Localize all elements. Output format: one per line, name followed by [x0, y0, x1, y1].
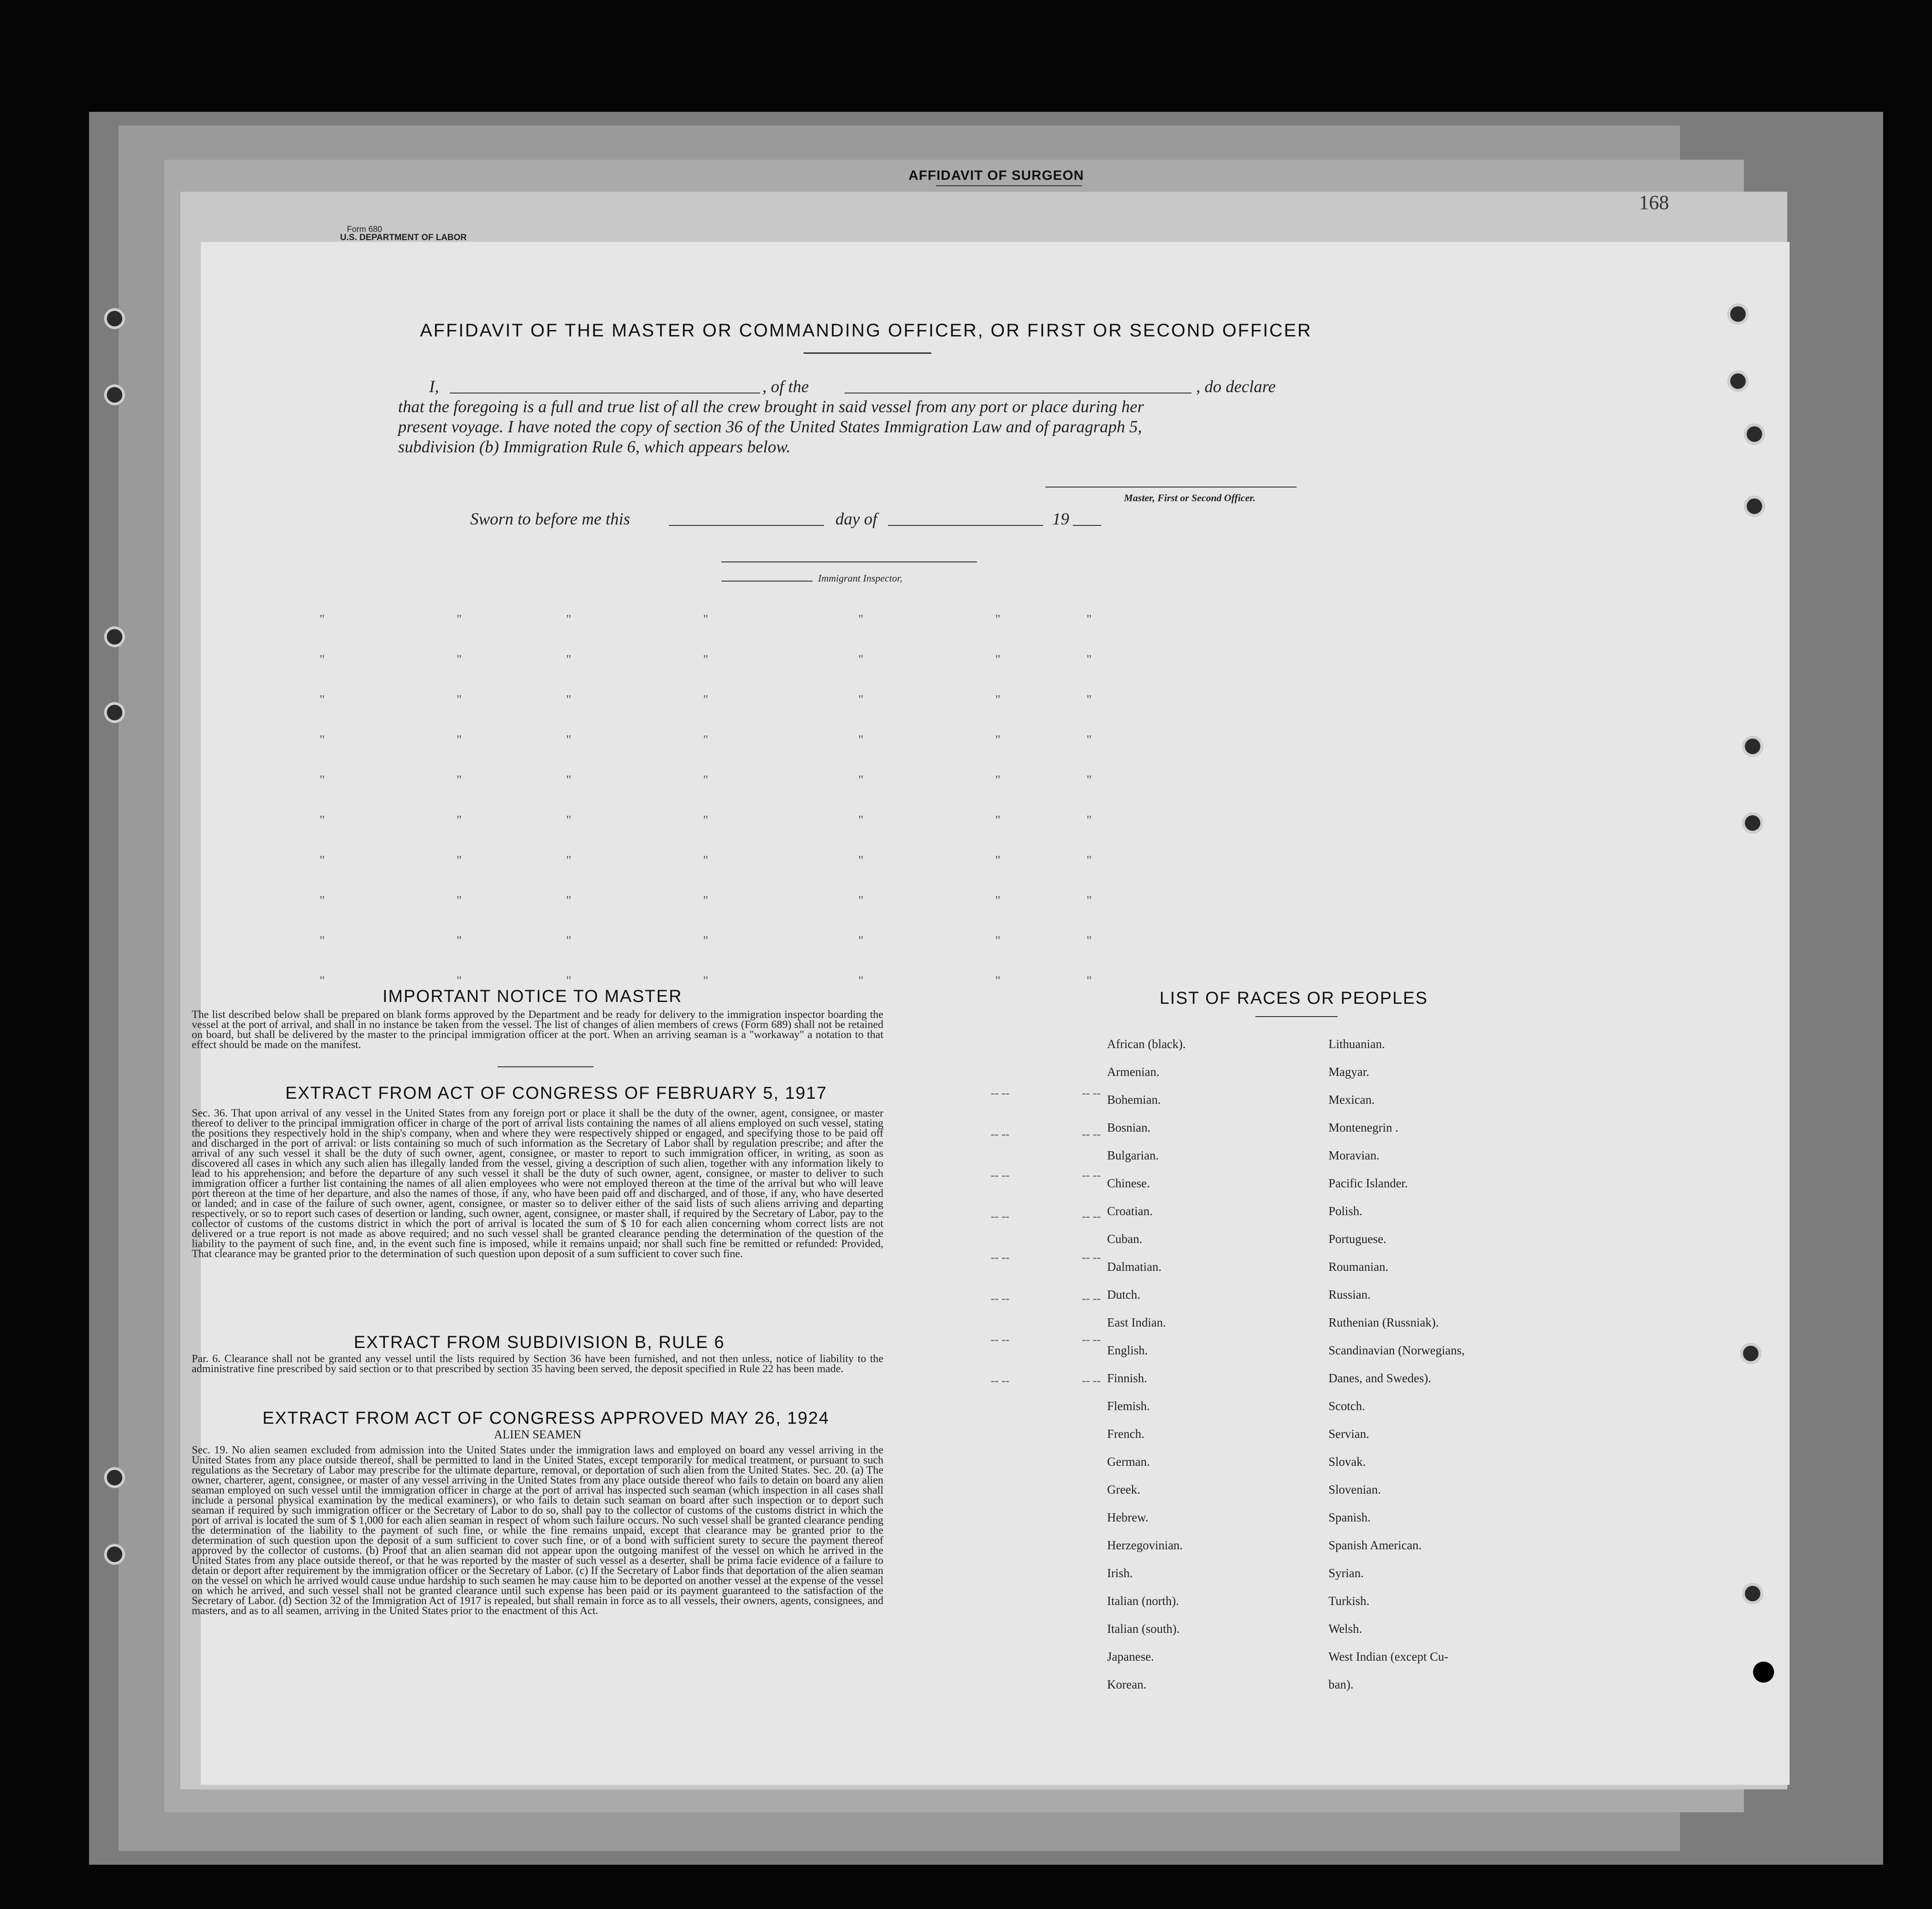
race-item: Bosnian.: [1107, 1121, 1151, 1134]
ditto-mark: ": [1087, 653, 1092, 667]
race-item: Cuban.: [1107, 1232, 1143, 1246]
extract-rule6-text: Par. 6. Clearance shall not be granted any vessel until the lists required by Section 36 have been furnished, and not then unless, notice of liability to the administrative fine prescribed by said section or to that prescribed by section 35 having been served, the deposit specified in Rule 22 has been made.: [192, 1353, 883, 1375]
race-item: Slovak.: [1328, 1455, 1366, 1468]
ditto-mark: ": [703, 854, 709, 868]
race-item: Ruthenian (Russniak).: [1328, 1316, 1439, 1329]
race-item: Korean.: [1107, 1678, 1147, 1691]
ditto-mark: ": [566, 733, 572, 747]
ditto-mark: ": [858, 813, 864, 828]
race-item: Servian.: [1328, 1427, 1370, 1441]
race-item: Turkish.: [1328, 1594, 1370, 1608]
extract-1917-title: EXTRACT FROM ACT OF CONGRESS OF FEBRUARY 5, 1917: [285, 1084, 827, 1103]
ditto-mark: ": [995, 693, 1001, 707]
ditto-mark: ": [457, 773, 462, 787]
affidavit-line-2: that the foregoing is a full and true list of all the crew brought in said vessel from any port or place during her: [398, 398, 1144, 416]
dash-mark: -- --: [1082, 1128, 1101, 1141]
race-item: Russian.: [1328, 1288, 1371, 1301]
dash-mark: -- --: [1082, 1210, 1101, 1223]
notice-title: IMPORTANT NOTICE TO MASTER: [383, 987, 682, 1006]
ditto-mark: ": [1087, 934, 1092, 948]
race-item: Japanese.: [1107, 1650, 1154, 1663]
race-item: Dutch.: [1107, 1288, 1140, 1301]
day-blank: [669, 525, 824, 526]
binder-hole: [1727, 371, 1748, 392]
ditto-mark: ": [1087, 693, 1092, 707]
ditto-mark: ": [858, 653, 864, 667]
ditto-mark: ": [457, 813, 462, 828]
sworn-label: Sworn to before me this: [470, 510, 630, 529]
ditto-mark: ": [320, 733, 325, 747]
ditto-mark: ": [703, 934, 709, 948]
race-item: English.: [1107, 1343, 1148, 1357]
race-item: West Indian (except Cu-: [1328, 1650, 1449, 1663]
ditto-mark: ": [995, 974, 1001, 988]
ditto-mark: ": [1087, 773, 1092, 787]
binder-hole: [1742, 1583, 1763, 1604]
ditto-mark: ": [457, 653, 462, 667]
dash-mark: -- --: [991, 1086, 1010, 1100]
ditto-mark: ": [320, 854, 325, 868]
dash-mark: -- --: [1082, 1333, 1101, 1346]
ditto-mark: ": [457, 854, 462, 868]
ditto-mark: ": [320, 773, 325, 787]
ditto-mark: ": [703, 653, 709, 667]
inspector-caption: Immigrant Inspector,: [818, 572, 903, 584]
race-item: Slovenian.: [1328, 1483, 1381, 1496]
divider: [1255, 1016, 1338, 1017]
ditto-mark: ": [995, 894, 1001, 908]
divider: [498, 1066, 593, 1067]
ditto-mark: ": [566, 894, 572, 908]
binder-hole: [104, 1544, 125, 1565]
ditto-mark: ": [457, 733, 462, 747]
ditto-mark: ": [1087, 733, 1092, 747]
ditto-mark: ": [457, 934, 462, 948]
dash-mark: -- --: [1082, 1251, 1101, 1264]
ditto-mark: ": [566, 934, 572, 948]
declarant-label: I,: [429, 378, 439, 396]
ditto-mark: ": [1087, 974, 1092, 988]
race-item: Hebrew.: [1107, 1510, 1149, 1524]
vessel-label: , of the: [762, 378, 809, 396]
ditto-mark: ": [1087, 894, 1092, 908]
extract-1924-title: EXTRACT FROM ACT OF CONGRESS APPROVED MAY 26, 1924: [262, 1409, 830, 1428]
ditto-mark: ": [703, 693, 709, 707]
ditto-mark: ": [703, 894, 709, 908]
race-item: Moravian.: [1328, 1149, 1380, 1162]
race-item: Magyar.: [1328, 1065, 1370, 1079]
ditto-mark: ": [703, 813, 709, 828]
race-item: Flemish.: [1107, 1399, 1150, 1413]
race-item: Portuguese.: [1328, 1232, 1386, 1246]
notice-text: The list described below shall be prepared on blank forms approved by the Department and be ready for delivery to the immigration inspector boarding the vessel at the port of arrival, and shall in no instance be taken from the vessel. The list of changes of alien members of crews (Form 689) shall not be retained on board, but shall be delivered by the master to the principal immigration officer at the port. When an arriving seaman is a "workaway" a notation to that effect should be made on the manifest.: [192, 1009, 883, 1051]
ditto-mark: ": [320, 613, 325, 627]
page-number: 168: [1639, 191, 1669, 214]
race-item: Croatian.: [1107, 1204, 1153, 1218]
affidavit-title: AFFIDAVIT OF THE MASTER OR COMMANDING OFFICER, OR FIRST OR SECOND OFFICER: [420, 320, 1312, 341]
race-item: Lithuanian.: [1328, 1037, 1385, 1051]
day-of-label: day of: [835, 510, 877, 529]
binder-hole: [1742, 736, 1763, 757]
race-item: Armenian.: [1107, 1065, 1160, 1079]
affidavit-line-3: present voyage. I have noted the copy of section 36 of the United States Immigration Law and of paragraph 5,: [398, 418, 1142, 436]
dash-mark: -- --: [1082, 1086, 1101, 1100]
binder-hole: [1744, 496, 1765, 517]
race-item: East Indian.: [1107, 1316, 1166, 1329]
extract-1924-text: Sec. 19. No alien seamen excluded from admission into the United States under the immigration laws and employed on board any vessel arriving in the United States from any place outside thereof, shall be permitted to land in the United States, except temporarily for medical treatment, or pursuant to such regulations as the Secretary of Labor may prescribe for the ultimate departure, removal, or deportation of such alien from the United States. Sec. 20. (a) The owner, charterer, agent, consignee, or master of any vessel arriving in the United States from any place outside thereof who fails to detain on board any alien seaman employed on such vessel until the immigration officer in charge at the port of arrival has inspected such seaman (which inspection in all cases shall include a personal physical examination by the medical examiners), or who fails to detain such seaman on board after such inspection or to deport such seaman if required by such immigration officer or the Secretary of Labor to do so, shall pay to the collector of customs of the customs district in which the port of arrival is located the sum of $ 1,000 for each alien seaman in respect of whom such failure occurs. No such vessel shall be granted clearance pending the determination of the liability to the payment of such fine, or while the fine remains unpaid, except that clearance may be granted prior to the determination of such question upon the deposit of a sum sufficient to cover such fine, or of a bond with sufficient surety to secure the payment thereof approved by the collector of customs. (b) Proof that an alien seaman did not appear upon the outgoing manifest of the vessel on which he arrived in the United States from any place outside thereof, or that he was reported by the master of such vessel as a deserter, shall be prima facie evidence of a failure to detain or deport after requirement by the immigration officer or the Secretary of Labor. (c) If the Secretary of Labor finds that deportation of the alien seaman on the vessel on which he arrived would cause undue hardship to such seamen he may cause him to be deported on another vessel at the expense of the vessel on which he arrived, and such vessel shall not be granted clearance until such expense has been paid or its payment guaranteed to the satisfaction of the Secretary of Labor. (d) Section 32 of the Immigration Act of 1917 is repealed, but shall remain in force as to all vessels, their owners, agents, consignees, and masters, and as to all seamen, arriving in the United States prior to the enactment of this Act.: [192, 1444, 883, 1617]
affidavit-line-4: subdivision (b) Immigration Rule 6, which appears below.: [398, 438, 791, 456]
race-item: Scandinavian (Norwegians,: [1328, 1343, 1465, 1357]
race-item: Spanish American.: [1328, 1538, 1422, 1552]
ditto-mark: ": [703, 733, 709, 747]
ditto-mark: ": [995, 773, 1001, 787]
ditto-mark: ": [320, 934, 325, 948]
binder-hole: [1744, 424, 1765, 445]
signature-caption: Master, First or Second Officer.: [1124, 492, 1256, 503]
ditto-mark: ": [858, 934, 864, 948]
race-item: Dalmatian.: [1107, 1260, 1162, 1274]
dash-mark: -- --: [1082, 1374, 1101, 1387]
ditto-mark: ": [995, 733, 1001, 747]
ditto-mark: ": [703, 974, 709, 988]
ditto-mark: ": [995, 653, 1001, 667]
race-item: Italian (north).: [1107, 1594, 1179, 1608]
binder-hole: [1742, 813, 1763, 834]
inspector-blank: [721, 581, 813, 582]
ditto-mark: ": [995, 934, 1001, 948]
binder-hole: [104, 626, 125, 647]
race-item: Roumanian.: [1328, 1260, 1389, 1274]
race-item: French.: [1107, 1427, 1144, 1441]
race-item: Herzegovinian.: [1107, 1538, 1183, 1552]
dash-mark: -- --: [991, 1292, 1010, 1305]
ditto-mark: ": [566, 613, 572, 627]
ditto-mark: ": [858, 613, 864, 627]
dash-mark: -- --: [991, 1374, 1010, 1387]
race-item: Irish.: [1107, 1566, 1133, 1580]
ditto-mark: ": [320, 653, 325, 667]
extract-1917-text: Sec. 36. That upon arrival of any vessel in the United States from any foreign port or place it shall be the duty of the owner, agent, consignee, or master thereof to deliver to the principal immigration officer in charge of the port of arrival lists containing the names of all aliens employed on such vessel, stating the positions they respectively hold in the ship's company, when and where they were respectively shipped or engaged, and specifying those to be paid off and discharged in the port of arrival: or lists containing so much of such information as the Secretary of Labor shall by regulation prescribe; and after the arrival of any such vessel it shall be the duty of such owner, agent, consignee, or master to report to such immigration officer, in writing, as soon as discovered all cases in which any such alien has illegally landed from the vessel, giving a description of such alien, together with any information likely to lead to his apprehension; and before the departure of any such vessel it shall be the duty of such owner, agent, consignee, or master to deliver to such immigration officer a further list containing the names of all alien employees who were not employed thereon at the time of the arrival but who will leave port thereon at the time of her departure, and also the names of those, if any, who have been paid off and discharged, and of those, if any, who have deserted or landed; and in case of the failure of such owner, agent, consignee, or master so to deliver either of the said lists of such aliens arriving and departing respectively, or so to report such cases of desertion or landing, such owner, agent, consignee, or master shall, if required by the Secretary of Labor, pay to the collector of customs of the customs district in which the port of arrival is located the sum of $ 10 for each alien concerning whom correct lists are not delivered or a true report is not made as above required; and no such vessel shall be granted clearance pending the determination of the question of the liability to the payment of such fine, and, in the event such fine is imposed, while it remains unpaid; nor shall such fine be remitted or refunded: Provided, That clearance may be granted prior to the determination of such question upon deposit of a sum sufficient to cover such fine.: [192, 1107, 883, 1260]
ditto-mark: ": [566, 974, 572, 988]
ditto-mark: ": [566, 653, 572, 667]
extract-rule6-title: EXTRACT FROM SUBDIVISION B, RULE 6: [354, 1333, 725, 1352]
ditto-mark: ": [995, 613, 1001, 627]
ditto-mark: ": [858, 733, 864, 747]
race-item: Chinese.: [1107, 1176, 1150, 1190]
dash-mark: -- --: [1082, 1292, 1101, 1305]
department-label: U.S. DEPARTMENT OF LABOR: [340, 233, 467, 242]
race-item: Danes, and Swedes).: [1328, 1371, 1431, 1385]
form-number: Form 680: [347, 225, 383, 234]
races-title: LIST OF RACES OR PEOPLES: [1160, 989, 1428, 1008]
ditto-mark: ": [1087, 854, 1092, 868]
ditto-mark: ": [320, 974, 325, 988]
ditto-mark: ": [320, 693, 325, 707]
ditto-mark: ": [703, 613, 709, 627]
ditto-mark: ": [457, 613, 462, 627]
dash-mark: -- --: [991, 1169, 1010, 1182]
race-item: Welsh.: [1328, 1622, 1362, 1636]
ditto-mark: ": [858, 854, 864, 868]
race-item: Italian (south).: [1107, 1622, 1180, 1636]
surgeon-affidavit-title: AFFIDAVIT OF SURGEON: [908, 168, 1084, 183]
race-item: Pacific Islander.: [1328, 1176, 1408, 1190]
race-item: Scotch.: [1328, 1399, 1365, 1413]
signature-blank: [1045, 487, 1297, 488]
dash-mark: -- --: [991, 1333, 1010, 1346]
race-item: Montenegrin .: [1328, 1121, 1398, 1134]
ditto-mark: ": [566, 813, 572, 828]
race-item: Bulgarian.: [1107, 1149, 1159, 1162]
divider: [936, 185, 1082, 186]
race-item: Spanish.: [1328, 1510, 1371, 1524]
binder-hole: [104, 1467, 125, 1488]
race-item: Bohemian.: [1107, 1093, 1161, 1107]
ditto-mark: ": [858, 894, 864, 908]
race-item: Polish.: [1328, 1204, 1363, 1218]
binder-hole: [1740, 1343, 1761, 1364]
ditto-mark: ": [1087, 613, 1092, 627]
binder-hole: [104, 384, 125, 405]
ditto-mark: ": [566, 773, 572, 787]
ditto-mark: ": [1087, 813, 1092, 828]
binder-hole: [104, 308, 125, 329]
binder-hole: [1727, 304, 1748, 325]
race-item: Syrian.: [1328, 1566, 1364, 1580]
divider: [803, 352, 931, 354]
race-item: African (black).: [1107, 1037, 1186, 1051]
extract-1924-subtitle: ALIEN SEAMEN: [494, 1428, 582, 1441]
binder-hole: [104, 702, 125, 723]
binder-hole: [1753, 1662, 1774, 1683]
race-item: Finnish.: [1107, 1371, 1147, 1385]
ditto-mark: ": [457, 974, 462, 988]
race-item: German.: [1107, 1455, 1150, 1468]
declare-label: , do declare: [1196, 378, 1276, 396]
inspector-blank: [721, 561, 977, 562]
year-blank: [1073, 525, 1101, 526]
ditto-mark: ": [566, 693, 572, 707]
dash-mark: -- --: [991, 1251, 1010, 1264]
ditto-mark: ": [858, 693, 864, 707]
ditto-mark: ": [320, 813, 325, 828]
ditto-mark: ": [457, 693, 462, 707]
race-item: Mexican.: [1328, 1093, 1375, 1107]
ditto-mark: ": [995, 854, 1001, 868]
ditto-mark: ": [457, 894, 462, 908]
month-blank: [888, 525, 1043, 526]
ditto-mark: ": [566, 854, 572, 868]
dash-mark: -- --: [1082, 1169, 1101, 1182]
ditto-mark: ": [858, 773, 864, 787]
ditto-mark: ": [995, 813, 1001, 828]
year-label: 19: [1052, 510, 1069, 529]
dash-mark: -- --: [991, 1210, 1010, 1223]
race-item: ban).: [1328, 1678, 1354, 1691]
race-item: Greek.: [1107, 1483, 1140, 1496]
ditto-mark: ": [858, 974, 864, 988]
ditto-mark: ": [703, 773, 709, 787]
dash-mark: -- --: [991, 1128, 1010, 1141]
ditto-mark: ": [320, 894, 325, 908]
